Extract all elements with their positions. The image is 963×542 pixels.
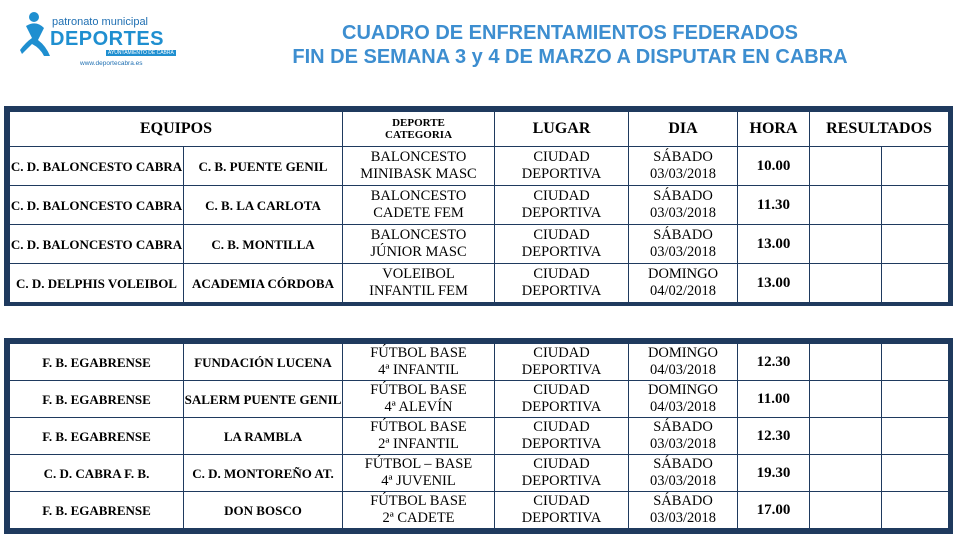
header-hora: HORA	[738, 112, 810, 147]
sport-category	[343, 418, 495, 455]
home-team: C. D. BALONCESTO CABRA	[10, 147, 184, 186]
match-time: 19.30	[738, 455, 810, 492]
match-day	[629, 264, 738, 303]
sport: FÚTBOL – BASE	[364, 456, 473, 472]
category: 2ª INFANTIL	[378, 436, 459, 452]
logo-line3: AYUNTAMIENTO DE CABRA	[108, 50, 174, 56]
weekday: DOMINGO	[647, 266, 719, 282]
sport: FÚTBOL BASE	[370, 419, 467, 435]
table-row	[10, 455, 949, 492]
header-deporte-line2: CATEGORIA	[385, 129, 453, 141]
away-team: C. B. PUENTE GENIL	[184, 147, 343, 186]
venue-line2: DEPORTIVA	[521, 473, 602, 489]
match-day	[629, 186, 738, 225]
away-team: C. B. MONTILLA	[184, 225, 343, 264]
category: 4ª ALEVÍN	[384, 399, 453, 415]
venue-line2: DEPORTIVA	[521, 205, 602, 221]
fixtures-table-1	[9, 111, 949, 303]
away-team: LA RAMBLA	[184, 418, 343, 455]
sport: VOLEIBOL	[382, 266, 455, 282]
weekday: DOMINGO	[647, 345, 719, 361]
weekday: SÁBADO	[653, 493, 713, 509]
weekday: SÁBADO	[653, 188, 713, 204]
header-deporte	[343, 112, 495, 147]
away-team: FUNDACIÓN LUCENA	[184, 344, 343, 381]
result-away-cell[interactable]	[882, 186, 949, 225]
venue-line2: DEPORTIVA	[521, 244, 602, 260]
venue	[495, 264, 629, 303]
match-time: 12.30	[738, 344, 810, 381]
date: 03/03/2018	[649, 510, 717, 526]
away-team: DON BOSCO	[184, 492, 343, 529]
match-day	[629, 381, 738, 418]
header-dia: DIA	[629, 112, 738, 147]
away-team: C. D. MONTOREÑO AT.	[184, 455, 343, 492]
result-home-cell[interactable]	[810, 381, 882, 418]
result-home-cell[interactable]	[810, 186, 882, 225]
weekday: SÁBADO	[653, 456, 713, 472]
fixtures-table-2	[9, 343, 949, 529]
match-time: 13.00	[738, 225, 810, 264]
weekday: SÁBADO	[653, 227, 713, 243]
result-away-cell[interactable]	[882, 225, 949, 264]
logo	[20, 8, 174, 70]
result-home-cell[interactable]	[810, 225, 882, 264]
match-time: 17.00	[738, 492, 810, 529]
away-team: SALERM PUENTE GENIL	[184, 381, 343, 418]
table-row	[10, 381, 949, 418]
venue-line2: DEPORTIVA	[521, 166, 602, 182]
weekday: SÁBADO	[653, 419, 713, 435]
venue-line1: CIUDAD	[533, 266, 590, 282]
sport: BALONCESTO	[370, 227, 467, 243]
weekday: DOMINGO	[647, 382, 719, 398]
date: 03/03/2018	[649, 244, 717, 260]
match-time: 13.00	[738, 264, 810, 303]
header-equipos: EQUIPOS	[10, 112, 343, 147]
table-row	[10, 344, 949, 381]
sport-category	[343, 225, 495, 264]
table-row	[10, 147, 949, 186]
match-time: 12.30	[738, 418, 810, 455]
result-home-cell[interactable]	[810, 147, 882, 186]
venue-line2: DEPORTIVA	[521, 399, 602, 415]
sport-category	[343, 147, 495, 186]
sport: FÚTBOL BASE	[370, 382, 467, 398]
match-day	[629, 225, 738, 264]
venue-line1: CIUDAD	[533, 149, 590, 165]
sport-category	[343, 344, 495, 381]
result-home-cell[interactable]	[810, 492, 882, 529]
table-row	[10, 225, 949, 264]
venue-line2: DEPORTIVA	[521, 436, 602, 452]
category: 4ª JUVENIL	[381, 473, 456, 489]
header-lugar: LUGAR	[495, 112, 629, 147]
sport: FÚTBOL BASE	[370, 493, 467, 509]
away-team: ACADEMIA CÓRDOBA	[184, 264, 343, 303]
sport-category	[343, 381, 495, 418]
match-day	[629, 492, 738, 529]
category: CADETE FEM	[373, 205, 464, 221]
away-team: C. B. LA CARLOTA	[184, 186, 343, 225]
venue-line2: DEPORTIVA	[521, 362, 602, 378]
venue-line1: CIUDAD	[533, 188, 590, 204]
home-team: F. B. EGABRENSE	[10, 418, 184, 455]
table-panel-football	[4, 338, 953, 534]
result-home-cell[interactable]	[810, 418, 882, 455]
result-away-cell[interactable]	[882, 344, 949, 381]
venue-line1: CIUDAD	[533, 227, 590, 243]
date: 03/03/2018	[649, 205, 717, 221]
sport-category	[343, 264, 495, 303]
sport-category	[343, 186, 495, 225]
match-day	[629, 418, 738, 455]
header-deporte-line1: DEPORTE	[392, 117, 445, 129]
venue	[495, 381, 629, 418]
sport: BALONCESTO	[370, 188, 467, 204]
sport: FÚTBOL BASE	[370, 345, 467, 361]
venue-line1: CIUDAD	[533, 382, 590, 398]
table-row	[10, 492, 949, 529]
table-row	[10, 418, 949, 455]
venue-line1: CIUDAD	[533, 493, 590, 509]
sport-category	[343, 492, 495, 529]
title-line1: CUADRO DE ENFRENTAMIENTOS FEDERADOS	[342, 22, 798, 44]
category: JÚNIOR MASC	[370, 244, 467, 260]
home-team: F. B. EGABRENSE	[10, 381, 184, 418]
result-away-cell[interactable]	[882, 381, 949, 418]
date: 03/03/2018	[649, 436, 717, 452]
venue-line2: DEPORTIVA	[521, 510, 602, 526]
match-day	[629, 344, 738, 381]
logo-line2: DEPORTES	[50, 28, 165, 50]
date: 04/02/2018	[649, 283, 717, 299]
venue-line1: CIUDAD	[533, 345, 590, 361]
category: 4ª INFANTIL	[378, 362, 459, 378]
venue-line2: DEPORTIVA	[521, 283, 602, 299]
match-time: 11.30	[738, 186, 810, 225]
category: INFANTIL FEM	[369, 283, 468, 299]
home-team: F. B. EGABRENSE	[10, 344, 184, 381]
venue-line1: CIUDAD	[533, 456, 590, 472]
result-away-cell[interactable]	[882, 264, 949, 303]
result-home-cell[interactable]	[810, 344, 882, 381]
home-team: F. B. EGABRENSE	[10, 492, 184, 529]
match-day	[629, 147, 738, 186]
table-row	[10, 264, 949, 303]
date: 03/03/2018	[649, 473, 717, 489]
home-team: C. D. CABRA F. B.	[10, 455, 184, 492]
table-panel-basketball-volleyball	[4, 106, 953, 306]
home-team: C. D. BALONCESTO CABRA	[10, 225, 184, 264]
venue	[495, 147, 629, 186]
venue	[495, 186, 629, 225]
table-row	[10, 186, 949, 225]
result-away-cell[interactable]	[882, 147, 949, 186]
category: 2ª CADETE	[382, 510, 455, 526]
venue	[495, 344, 629, 381]
match-day	[629, 455, 738, 492]
logo-line4: www.deportecabra.es	[80, 60, 143, 67]
header-resultados: RESULTADOS	[810, 112, 949, 147]
home-team: C. D. BALONCESTO CABRA	[10, 186, 184, 225]
sport-category	[343, 455, 495, 492]
venue-line1: CIUDAD	[533, 419, 590, 435]
result-away-cell[interactable]	[882, 492, 949, 529]
venue	[495, 492, 629, 529]
result-home-cell[interactable]	[810, 264, 882, 303]
sport: BALONCESTO	[370, 149, 467, 165]
date: 03/03/2018	[649, 166, 717, 182]
date: 04/03/2018	[649, 399, 717, 415]
venue	[495, 418, 629, 455]
result-away-cell[interactable]	[882, 455, 949, 492]
result-away-cell[interactable]	[882, 418, 949, 455]
match-time: 10.00	[738, 147, 810, 186]
venue	[495, 225, 629, 264]
venue	[495, 455, 629, 492]
result-home-cell[interactable]	[810, 455, 882, 492]
logo-line1: patronato municipal	[52, 16, 149, 28]
weekday: SÁBADO	[653, 149, 713, 165]
home-team: C. D. DELPHIS VOLEIBOL	[10, 264, 184, 303]
title-line2: FIN DE SEMANA 3 y 4 DE MARZO A DISPUTAR EN CABRA	[292, 46, 848, 68]
category: MINIBASK MASC	[360, 166, 477, 182]
match-time: 11.00	[738, 381, 810, 418]
date: 04/03/2018	[649, 362, 717, 378]
